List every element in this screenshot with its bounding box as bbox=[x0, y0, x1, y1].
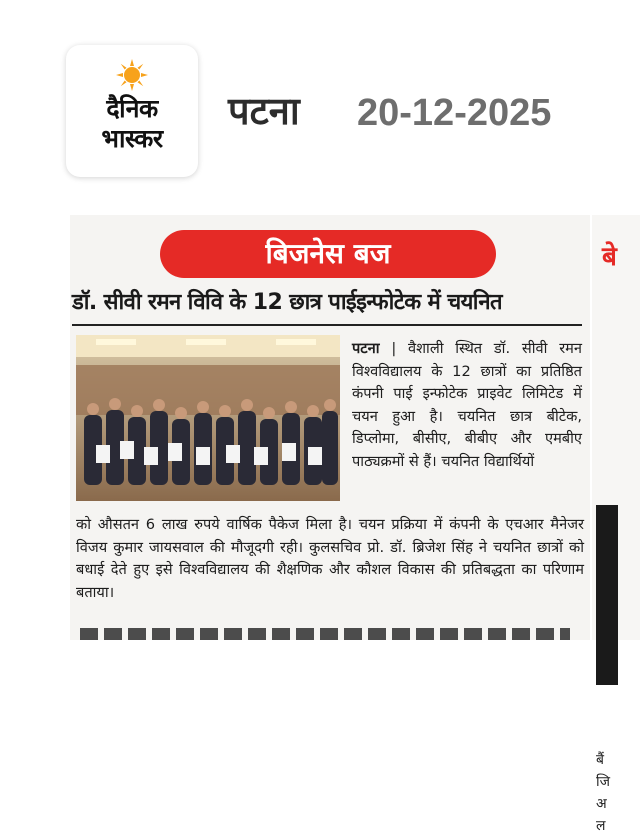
adjacent-text-lines bbox=[596, 750, 626, 838]
adjacent-line: बैं bbox=[596, 752, 604, 768]
adjacent-line: अ bbox=[596, 796, 607, 812]
article-body-continued: को औसतन 6 लाख रुपये वार्षिक पैकेज मिला है। चयन प्रक्रिया में कंपनी के एचआर मैनेजर विजय कुमार जायसवाल की मौजूदगी रही। कुलसचिव प्रो. डॉ. ब्रिजेश सिंह ने चयनित छात्रों को बधाई देते हुए इसे विश्वविद्यालय की शैक्षणिक और कौशल विकास की प्रतिबद्धता का परिणाम बताया। bbox=[76, 516, 584, 601]
dainik-bhaskar-logo bbox=[66, 45, 198, 177]
logo-text-line2: भास्कर bbox=[101, 124, 163, 153]
logo-text-line1: दैनिक bbox=[106, 94, 158, 123]
headline-divider bbox=[72, 324, 582, 326]
edition-city: पटना bbox=[228, 89, 300, 133]
adjacent-section-letter: बे bbox=[602, 242, 617, 272]
adjacent-line: जि bbox=[596, 774, 611, 790]
article-body-right-text: | वैशाली स्थित डॉ. सीवी रमन विश्वविद्यालय के 12 छात्रों का प्रतिष्ठित कंपनी पाई इन्फोटेक प्राइवेट लिमिटेड में चयन हुआ है। चयनित छात्र बीटेक, डिप्लोमा, बीसीए, बीबीए और एमबीए पाठ्यक्रमों से हैं। चयनित विद्यार्थियों bbox=[352, 340, 582, 470]
section-banner: बिजनेस बज bbox=[160, 230, 496, 278]
article-body-right bbox=[352, 338, 582, 473]
group-photo bbox=[76, 335, 340, 501]
dateline-city: पटना bbox=[352, 340, 380, 357]
edition-date: 20-12-2025 bbox=[357, 92, 552, 134]
next-headline-fragment bbox=[80, 628, 570, 640]
article-headline: डॉ. सीवी रमन विवि के 12 छात्र पाईइन्फोटेक में चयनित bbox=[72, 290, 502, 315]
adjacent-line: ल bbox=[596, 818, 606, 834]
sun-logo-icon bbox=[116, 59, 148, 91]
adjacent-column bbox=[592, 215, 640, 834]
adjacent-headline-fragment bbox=[596, 505, 618, 685]
